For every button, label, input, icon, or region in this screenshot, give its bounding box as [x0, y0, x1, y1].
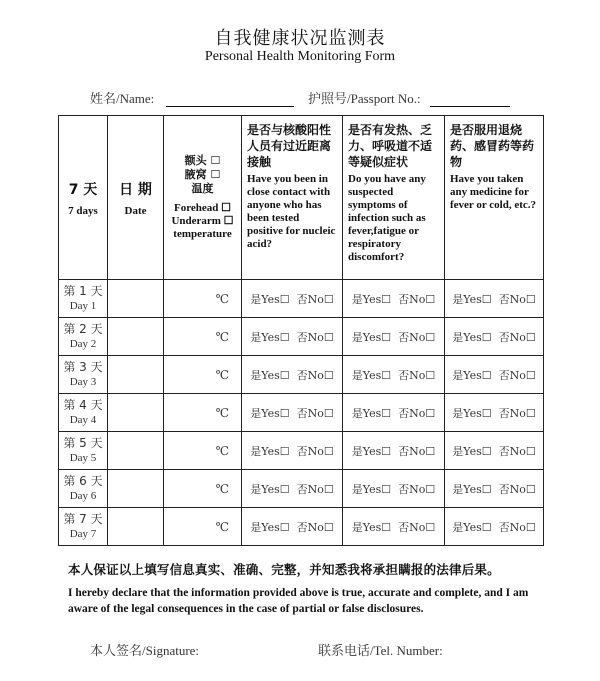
- day-cell: [59, 280, 108, 318]
- name-field[interactable]: [90, 88, 294, 107]
- temperature-cell[interactable]: [164, 280, 242, 318]
- symptoms-cell: [343, 318, 445, 356]
- symptoms-yes-checkbox[interactable]: 是Yes☐: [351, 292, 392, 306]
- medicine-yes-checkbox[interactable]: 是Yes☐: [452, 292, 492, 306]
- day-label-en: Day 5: [69, 451, 97, 464]
- symptoms-no-checkbox[interactable]: 否No☐: [398, 330, 436, 344]
- monitoring-table: [58, 115, 544, 546]
- header-temp-forehead-cn: 额头 ☐: [184, 154, 221, 167]
- medicine-yes-checkbox[interactable]: 是Yes☐: [452, 406, 492, 420]
- tel-label: 联系电话/Tel. Number:: [318, 643, 443, 658]
- symptoms-no-checkbox[interactable]: 否No☐: [398, 520, 436, 534]
- close-contact-yes-checkbox[interactable]: 是Yes☐: [250, 406, 290, 420]
- medicine-no-checkbox[interactable]: 否No☐: [498, 482, 536, 496]
- name-label: 姓名/Name:: [90, 91, 155, 106]
- close-contact-yes-checkbox[interactable]: 是Yes☐: [250, 482, 290, 496]
- passport-label: 护照号/Passport No.:: [308, 91, 421, 106]
- table-row: [59, 394, 544, 432]
- close-contact-yes-checkbox[interactable]: 是Yes☐: [250, 368, 290, 382]
- medicine-cell: [445, 508, 544, 546]
- table-row: [59, 432, 544, 470]
- passport-input-line[interactable]: [430, 92, 510, 107]
- passport-field[interactable]: [308, 88, 510, 107]
- header-temp-underarm-en: Underarm ☐: [171, 215, 234, 227]
- temperature-cell[interactable]: [164, 432, 242, 470]
- header-days-en: 7 days: [68, 204, 98, 217]
- temperature-unit: ℃: [215, 519, 229, 534]
- table-header-row: [59, 116, 544, 280]
- medicine-yes-checkbox[interactable]: 是Yes☐: [452, 482, 492, 496]
- table-row: [59, 280, 544, 318]
- medicine-cell: [445, 470, 544, 508]
- name-input-line[interactable]: [166, 92, 294, 107]
- declaration-en: I hereby declare that the information provided above is true, accurate and complete, and I am aware of the legal consequences in the case of partial or false disclosures.: [68, 587, 529, 615]
- header-days: [59, 116, 108, 280]
- temperature-cell[interactable]: [164, 356, 242, 394]
- medicine-cell: [445, 356, 544, 394]
- symptoms-no-checkbox[interactable]: 否No☐: [398, 292, 436, 306]
- symptoms-cell: [343, 394, 445, 432]
- date-cell[interactable]: [108, 470, 164, 508]
- close-contact-cell: [242, 508, 343, 546]
- symptoms-yes-checkbox[interactable]: 是Yes☐: [351, 520, 392, 534]
- header-temperature: [164, 116, 242, 280]
- medicine-no-checkbox[interactable]: 否No☐: [498, 444, 536, 458]
- symptoms-yes-checkbox[interactable]: 是Yes☐: [351, 406, 392, 420]
- close-contact-no-checkbox[interactable]: 否No☐: [296, 482, 334, 496]
- table-row: [59, 356, 544, 394]
- temperature-unit: ℃: [215, 329, 229, 344]
- header-q1-cn: 是否与核酸阳性人员有过近距离接触: [247, 123, 332, 169]
- close-contact-cell: [242, 356, 343, 394]
- table-row: [59, 318, 544, 356]
- table-row: [59, 508, 544, 546]
- close-contact-no-checkbox[interactable]: 否No☐: [296, 292, 334, 306]
- temperature-cell[interactable]: [164, 394, 242, 432]
- temperature-cell[interactable]: [164, 508, 242, 546]
- medicine-no-checkbox[interactable]: 否No☐: [498, 406, 536, 420]
- header-q1-en: Have you been in close contact with anyone who has been tested positive for nucleic acid?: [247, 173, 336, 250]
- close-contact-yes-checkbox[interactable]: 是Yes☐: [250, 292, 290, 306]
- temperature-cell[interactable]: [164, 470, 242, 508]
- close-contact-cell: [242, 470, 343, 508]
- medicine-no-checkbox[interactable]: 否No☐: [498, 520, 536, 534]
- symptoms-cell: [343, 508, 445, 546]
- header-temp-label-en: temperature: [173, 228, 232, 240]
- medicine-yes-checkbox[interactable]: 是Yes☐: [452, 444, 492, 458]
- header-q3-cn: 是否服用退烧药、感冒药等药物: [450, 123, 535, 169]
- date-cell[interactable]: [108, 356, 164, 394]
- close-contact-cell: [242, 394, 343, 432]
- medicine-yes-checkbox[interactable]: 是Yes☐: [452, 330, 492, 344]
- header-temp-label-cn: 温度: [191, 182, 214, 195]
- day-cell: [59, 470, 108, 508]
- day-label-cn: 第 5 天: [63, 435, 103, 450]
- medicine-no-checkbox[interactable]: 否No☐: [498, 368, 536, 382]
- form-title-en: Personal Health Monitoring Form: [204, 49, 396, 64]
- day-label-en: Day 7: [69, 527, 97, 540]
- day-label-en: Day 4: [69, 413, 97, 426]
- day-cell: [59, 356, 108, 394]
- close-contact-no-checkbox[interactable]: 否No☐: [296, 520, 334, 534]
- header-date-en: Date: [124, 204, 147, 217]
- temperature-unit: ℃: [215, 481, 229, 496]
- day-label-en: Day 2: [69, 337, 97, 350]
- symptoms-yes-checkbox[interactable]: 是Yes☐: [351, 444, 392, 458]
- header-q2-cn: 是否有发热、乏力、呼吸道不适等疑似症状: [348, 123, 433, 169]
- medicine-cell: [445, 318, 544, 356]
- close-contact-no-checkbox[interactable]: 否No☐: [296, 330, 334, 344]
- symptoms-cell: [343, 356, 445, 394]
- header-days-cn: 7 天: [68, 181, 98, 198]
- header-date-cn: 日 期: [119, 181, 152, 198]
- symptoms-cell: [343, 280, 445, 318]
- date-cell[interactable]: [108, 508, 164, 546]
- close-contact-yes-checkbox[interactable]: 是Yes☐: [250, 520, 290, 534]
- day-label-cn: 第 4 天: [63, 397, 103, 412]
- symptoms-yes-checkbox[interactable]: 是Yes☐: [351, 368, 392, 382]
- close-contact-no-checkbox[interactable]: 否No☐: [296, 444, 334, 458]
- header-date: [108, 116, 164, 280]
- header-temp-forehead-en: Forehead ☐: [173, 202, 231, 214]
- medicine-cell: [445, 280, 544, 318]
- close-contact-yes-checkbox[interactable]: 是Yes☐: [250, 444, 290, 458]
- day-label-cn: 第 3 天: [63, 359, 103, 374]
- close-contact-cell: [242, 432, 343, 470]
- header-q3-en: Have you taken any medicine for fever or cold, etc.?: [450, 173, 537, 211]
- close-contact-no-checkbox[interactable]: 否No☐: [296, 368, 334, 382]
- close-contact-yes-checkbox[interactable]: 是Yes☐: [250, 330, 290, 344]
- date-cell[interactable]: [108, 280, 164, 318]
- temperature-cell[interactable]: [164, 318, 242, 356]
- medicine-no-checkbox[interactable]: 否No☐: [498, 292, 536, 306]
- header-q2-en: Do you have any suspected symptoms of infection such as fever,fatigue or respiratory discomfort?: [348, 173, 426, 263]
- day-cell: [59, 394, 108, 432]
- form-title-cn: 自我健康状况监测表: [214, 28, 386, 49]
- symptoms-no-checkbox[interactable]: 否No☐: [398, 368, 436, 382]
- day-cell: [59, 318, 108, 356]
- temperature-unit: ℃: [215, 443, 229, 458]
- medicine-yes-checkbox[interactable]: 是Yes☐: [452, 520, 492, 534]
- day-label-en: Day 3: [69, 375, 97, 388]
- close-contact-cell: [242, 280, 343, 318]
- day-label-cn: 第 7 天: [63, 511, 103, 526]
- header-symptoms: [343, 116, 445, 280]
- medicine-no-checkbox[interactable]: 否No☐: [498, 330, 536, 344]
- date-cell[interactable]: [108, 318, 164, 356]
- symptoms-yes-checkbox[interactable]: 是Yes☐: [351, 330, 392, 344]
- day-cell: [59, 432, 108, 470]
- symptoms-no-checkbox[interactable]: 否No☐: [398, 406, 436, 420]
- medicine-yes-checkbox[interactable]: 是Yes☐: [452, 368, 492, 382]
- day-label-en: Day 6: [69, 489, 97, 502]
- close-contact-no-checkbox[interactable]: 否No☐: [296, 406, 334, 420]
- symptoms-cell: [343, 470, 445, 508]
- medicine-cell: [445, 394, 544, 432]
- day-cell: [59, 508, 108, 546]
- symptoms-yes-checkbox[interactable]: 是Yes☐: [351, 482, 392, 496]
- day-label-en: Day 1: [69, 299, 97, 312]
- day-label-cn: 第 1 天: [63, 283, 103, 298]
- date-cell[interactable]: [108, 432, 164, 470]
- temperature-unit: ℃: [215, 291, 229, 306]
- declaration-cn: 本人保证以上填写信息真实、准确、完整，并知悉我将承担瞒报的法律后果。: [68, 562, 500, 577]
- header-close-contact: [242, 116, 343, 280]
- table-row: [59, 470, 544, 508]
- date-cell[interactable]: [108, 394, 164, 432]
- day-label-cn: 第 6 天: [63, 473, 103, 488]
- temperature-unit: ℃: [215, 367, 229, 382]
- symptoms-no-checkbox[interactable]: 否No☐: [398, 482, 436, 496]
- signature-label: 本人签名/Signature:: [90, 643, 200, 658]
- close-contact-cell: [242, 318, 343, 356]
- header-temp-underarm-cn: 腋窝 ☐: [184, 168, 221, 181]
- symptoms-cell: [343, 432, 445, 470]
- symptoms-no-checkbox[interactable]: 否No☐: [398, 444, 436, 458]
- header-medicine: [445, 116, 544, 280]
- temperature-unit: ℃: [215, 405, 229, 420]
- medicine-cell: [445, 432, 544, 470]
- day-label-cn: 第 2 天: [63, 321, 103, 336]
